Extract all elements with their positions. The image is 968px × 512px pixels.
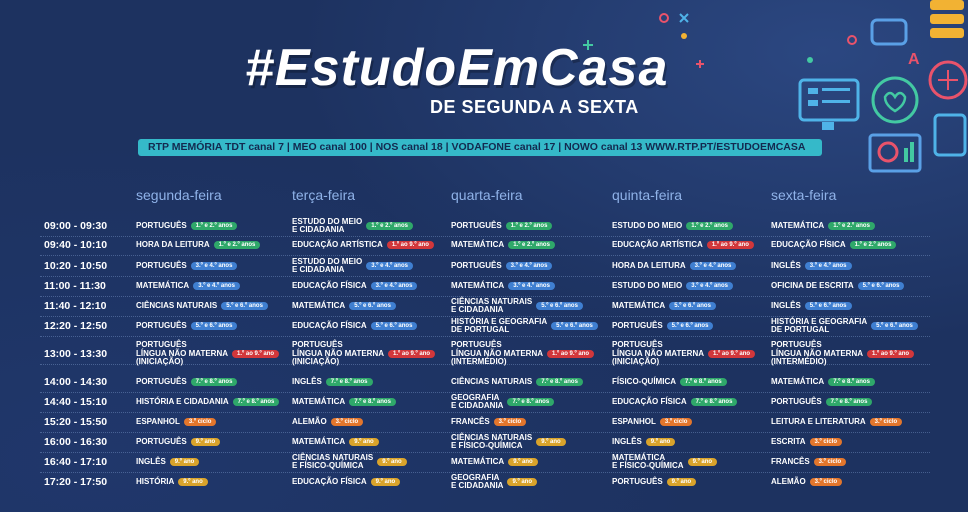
day-header-wednesday: quarta-feira: [451, 187, 523, 203]
schedule-cell: [771, 282, 904, 291]
subject-label: PORTUGUÊS: [612, 476, 663, 486]
schedule-cell: [451, 458, 538, 467]
level-badge: 9.º ano: [170, 458, 200, 466]
subject-label: CIÊNCIAS NATURAIS: [451, 376, 533, 386]
subject-label: FRANCÊS: [771, 456, 810, 466]
subject-label: PORTUGUÊS: [451, 220, 502, 230]
schedule-cell: [612, 322, 713, 331]
schedule-cell: [612, 341, 755, 367]
level-badge: 5.º e 6.º anos: [667, 322, 714, 330]
schedule-cell: [292, 454, 407, 471]
time-slot: 12:20 - 12:50: [44, 320, 108, 332]
page-title: #EstudoEmCasa: [245, 39, 669, 97]
schedule-cell: [136, 222, 237, 231]
time-slot: 16:00 - 16:30: [44, 436, 108, 448]
level-badge: 5.º e 6.º anos: [858, 282, 905, 290]
time-slot: 11:00 - 11:30: [44, 280, 106, 292]
subject-label: FÍSICO-QUÍMICA: [612, 376, 676, 386]
subject-label: OFICINA DE ESCRITA: [771, 280, 854, 290]
subject-label: EDUCAÇÃO ARTÍSTICA: [292, 239, 383, 249]
schedule-cell: [771, 318, 918, 335]
subject-label: EDUCAÇÃO FÍSICA: [292, 476, 367, 486]
heart-icon: [873, 78, 917, 122]
subject-label: ESTUDO DO MEIO: [612, 280, 683, 290]
schedule-cell: [771, 222, 875, 231]
subject-label: PORTUGUÊS: [451, 260, 502, 270]
schedule-cell: [451, 222, 552, 231]
subject-label: EDUCAÇÃO ARTÍSTICA: [612, 239, 703, 249]
time-slot: 11:40 - 12:10: [44, 300, 107, 312]
schedule-cell: [612, 222, 733, 231]
row-divider: [40, 255, 930, 256]
subject-label: PORTUGUÊS: [612, 320, 663, 330]
schedule-cell: [451, 418, 526, 427]
schedule-cell: [451, 282, 555, 291]
level-badge: 1.º ao 9.º ano: [708, 350, 755, 358]
schedule-cell: [292, 241, 434, 250]
level-badge: 1.º ao 9.º ano: [232, 350, 279, 358]
subject-label: EDUCAÇÃO FÍSICA: [292, 320, 367, 330]
schedule-cell: [451, 474, 537, 491]
level-badge: 1.º ao 9.º ano: [867, 350, 914, 358]
level-badge: 5.º e 6.º anos: [191, 322, 238, 330]
day-header-thursday: quinta-feira: [612, 187, 683, 203]
level-badge: 7.º e 8.º anos: [680, 378, 727, 386]
schedule-cell: [136, 341, 279, 367]
subject-label: CIÊNCIAS NATURAIS E FÍSICO-QUÍMICA: [292, 452, 374, 470]
level-badge: 1.º e 2.º anos: [191, 222, 238, 230]
subject-label: MATEMÁTICA: [451, 456, 505, 466]
level-badge: 3.º e 4.º anos: [690, 262, 737, 270]
schedule-cell: [771, 418, 902, 427]
level-badge: 9.º ano: [377, 458, 407, 466]
subject-label: EDUCAÇÃO FÍSICA: [612, 396, 687, 406]
schedule-cell: [292, 418, 363, 427]
day-header-monday: segunda-feira: [136, 187, 222, 203]
level-badge: 5.º e 6.º anos: [871, 322, 918, 330]
schedule-cell: [612, 478, 696, 487]
schedule-cell: [292, 378, 373, 387]
subject-label: MATEMÁTICA: [292, 436, 346, 446]
level-badge: 1.º ao 9.º ano: [387, 241, 434, 249]
schedule-cell: [612, 241, 754, 250]
level-badge: 7.º e 8.º anos: [349, 398, 396, 406]
schedule-cell: [136, 458, 199, 467]
subject-label: CIÊNCIAS NATURAIS E CIDADANIA: [451, 296, 533, 314]
subject-label: MATEMÁTICA: [292, 396, 346, 406]
schedule-cell: [451, 318, 598, 335]
subject-label: PORTUGUÊS: [771, 396, 822, 406]
schedule-cell: [451, 341, 594, 367]
chat-icon: [872, 20, 906, 44]
subject-label: FRANCÊS: [451, 416, 490, 426]
schedule-cell: [292, 478, 400, 487]
level-badge: 9.º ano: [536, 438, 566, 446]
time-slot: 16:40 - 17:10: [44, 456, 108, 468]
subject-label: MATEMÁTICA: [136, 280, 190, 290]
day-header-tuesday: terça-feira: [292, 187, 356, 203]
subject-label: PORTUGUÊS: [136, 376, 187, 386]
level-badge: 3.º e 4.º anos: [371, 282, 418, 290]
subject-label: MATEMÁTICA: [292, 300, 346, 310]
level-badge: 3.º ciclo: [810, 438, 843, 446]
schedule-cell: [136, 418, 216, 427]
page-subtitle: DE SEGUNDA A SEXTA: [430, 97, 639, 117]
schedule-cell: [612, 398, 737, 407]
subject-label: CIÊNCIAS NATURAIS: [136, 300, 218, 310]
subject-label: MATEMÁTICA: [451, 280, 505, 290]
schedule-cell: [771, 458, 846, 467]
schedule-cell: [292, 302, 396, 311]
schedule-cell: [771, 478, 842, 487]
schedule-cell: [451, 378, 583, 387]
subject-label: HORA DA LEITURA: [136, 239, 210, 249]
schedule-cell: [136, 282, 240, 291]
time-slot: 14:40 - 15:10: [44, 396, 108, 408]
stack-icon: [930, 0, 964, 10]
subject-label: CIÊNCIAS NATURAIS E FÍSICO-QUÍMICA: [451, 432, 533, 450]
level-badge: 1.º e 2.º anos: [366, 222, 413, 230]
subject-label: HISTÓRIA E CIDADANIA: [136, 396, 229, 406]
schedule-cell: [292, 218, 413, 235]
schedule-cell: [771, 398, 872, 407]
subject-label: PORTUGUÊS LÍNGUA NÃO MATERNA (INICIAÇÃO): [292, 340, 384, 367]
level-badge: 1.º ao 9.º ano: [707, 241, 754, 249]
subject-label: PORTUGUÊS LÍNGUA NÃO MATERNA (INTERMÉDIO): [451, 340, 543, 367]
schedule-cell: [612, 282, 733, 291]
schedule-cell: [451, 262, 552, 271]
time-slot: 14:00 - 14:30: [44, 376, 108, 388]
level-badge: 5.º e 6.º anos: [536, 302, 583, 310]
schedule-cell: [292, 398, 396, 407]
level-badge: 9.º ano: [507, 478, 537, 486]
schedule-cell: [771, 302, 852, 311]
subject-label: ESCRITA: [771, 436, 806, 446]
schedule-cell: [136, 398, 279, 407]
level-badge: 1.º e 2.º anos: [850, 241, 897, 249]
level-badge: 9.º ano: [191, 438, 221, 446]
level-badge: 3.º ciclo: [810, 478, 843, 486]
level-badge: 3.º ciclo: [184, 418, 217, 426]
level-badge: 5.º e 6.º anos: [349, 302, 396, 310]
schedule-cell: [771, 241, 896, 250]
level-badge: 3.º e 4.º anos: [805, 262, 852, 270]
channel-info-bar: RTP MEMÓRIA TDT canal 7 | MEO canal 100 | NOS canal 18 | VODAFONE canal 17 | NOWO canal 13 WWW.RTP.PT/ESTUDOEMCASA: [138, 139, 822, 156]
level-badge: 3.º e 4.º anos: [366, 262, 413, 270]
schedule-cell: [771, 262, 852, 271]
schedule-cell: [292, 341, 435, 367]
subject-label: PORTUGUÊS LÍNGUA NÃO MATERNA (INICIAÇÃO): [136, 340, 228, 367]
day-header-friday: sexta-feira: [771, 187, 837, 203]
level-badge: 3.º ciclo: [660, 418, 693, 426]
level-badge: 3.º ciclo: [494, 418, 527, 426]
subject-label: ESPANHOL: [136, 416, 180, 426]
level-badge: 1.º e 2.º anos: [214, 241, 261, 249]
subject-label: EDUCAÇÃO FÍSICA: [292, 280, 367, 290]
subject-label: HISTÓRIA: [136, 476, 175, 486]
subject-label: PORTUGUÊS: [136, 320, 187, 330]
subject-label: MATEMÁTICA: [771, 220, 825, 230]
schedule-cell: [292, 282, 417, 291]
row-divider: [40, 276, 930, 277]
schedule-cell: [451, 298, 583, 315]
schedule-cell: [612, 262, 736, 271]
level-badge: 3.º e 4.º anos: [506, 262, 553, 270]
level-badge: 3.º e 4.º anos: [508, 282, 555, 290]
subject-label: MATEMÁTICA: [451, 239, 505, 249]
schedule-cell: [136, 322, 237, 331]
time-slot: 10:20 - 10:50: [44, 260, 108, 272]
subject-label: LEITURA E LITERATURA: [771, 416, 866, 426]
subject-label: ESTUDO DO MEIO E CIDADANIA: [292, 256, 363, 274]
subject-label: PORTUGUÊS: [136, 436, 187, 446]
subject-label: HISTÓRIA E GEOGRAFIA DE PORTUGAL: [771, 316, 868, 334]
schedule-cell: [451, 434, 566, 451]
level-badge: 7.º e 8.º anos: [828, 378, 875, 386]
level-badge: 1.º ao 9.º ano: [547, 350, 594, 358]
row-divider: [40, 336, 930, 337]
subject-label: MATEMÁTICA: [612, 300, 666, 310]
subject-label: INGLÊS: [612, 436, 642, 446]
level-badge: 7.º e 8.º anos: [326, 378, 373, 386]
schedule-cell: [292, 258, 413, 275]
row-divider: [40, 412, 930, 413]
schedule-cell: [136, 378, 237, 387]
level-badge: 5.º e 6.º anos: [221, 302, 268, 310]
level-badge: 9.º ano: [349, 438, 379, 446]
level-badge: 3.º e 4.º anos: [193, 282, 240, 290]
subject-label: PORTUGUÊS: [136, 220, 187, 230]
level-badge: 9.º ano: [508, 458, 538, 466]
subject-label: INGLÊS: [292, 376, 322, 386]
row-divider: [40, 452, 930, 453]
level-badge: 7.º e 8.º anos: [826, 398, 873, 406]
level-badge: 1.º ao 9.º ano: [388, 350, 435, 358]
tablet-icon: [935, 115, 965, 155]
schedule-cell: [612, 418, 692, 427]
level-badge: 1.º e 2.º anos: [508, 241, 555, 249]
time-slot: 09:40 - 10:10: [44, 239, 108, 251]
subject-label: HORA DA LEITURA: [612, 260, 686, 270]
row-divider: [40, 236, 930, 237]
schedule-cell: [612, 378, 727, 387]
level-badge: 7.º e 8.º anos: [191, 378, 238, 386]
subject-label: GEOGRAFIA E CIDADANIA: [451, 392, 504, 410]
time-slot: 09:00 - 09:30: [44, 220, 108, 232]
subject-label: MATEMÁTICA: [771, 376, 825, 386]
schedule-cell: [136, 478, 208, 487]
schedule-cell: [136, 241, 260, 250]
schedule-cell: [136, 262, 237, 271]
level-badge: 5.º e 6.º anos: [371, 322, 418, 330]
level-badge: 7.º e 8.º anos: [507, 398, 554, 406]
subject-label: ALEMÃO: [771, 476, 806, 486]
subject-label: INGLÊS: [771, 260, 801, 270]
svg-text:A: A: [908, 51, 920, 68]
level-badge: 9.º ano: [667, 478, 697, 486]
schedule-cell: [136, 302, 268, 311]
level-badge: 5.º e 6.º anos: [805, 302, 852, 310]
subject-label: EDUCAÇÃO FÍSICA: [771, 239, 846, 249]
level-badge: 3.º ciclo: [331, 418, 364, 426]
level-badge: 9.º ano: [178, 478, 208, 486]
schedule-cell: [612, 438, 675, 447]
schedule-cell: [771, 438, 842, 447]
time-slot: 13:00 - 13:30: [44, 348, 108, 360]
level-badge: 9.º ano: [646, 438, 676, 446]
schedule-cell: [612, 454, 717, 471]
level-badge: 7.º e 8.º anos: [233, 398, 280, 406]
level-badge: 5.º e 6.º anos: [551, 322, 598, 330]
subject-label: MATEMÁTICA E FÍSICO-QUÍMICA: [612, 452, 684, 470]
subject-label: PORTUGUÊS LÍNGUA NÃO MATERNA (INTERMÉDIO): [771, 340, 863, 367]
level-badge: 7.º e 8.º anos: [691, 398, 738, 406]
level-badge: 3.º ciclo: [814, 458, 847, 466]
schedule-cell: [612, 302, 716, 311]
schedule-cell: [292, 322, 417, 331]
time-slot: 17:20 - 17:50: [44, 476, 108, 488]
level-badge: 3.º e 4.º anos: [686, 282, 733, 290]
level-badge: 9.º ano: [688, 458, 718, 466]
level-badge: 7.º e 8.º anos: [536, 378, 583, 386]
schedule-cell: [451, 394, 554, 411]
time-slot: 15:20 - 15:50: [44, 416, 108, 428]
level-badge: 1.º e 2.º anos: [828, 222, 875, 230]
subject-label: INGLÊS: [136, 456, 166, 466]
schedule-cell: [771, 341, 914, 367]
subject-label: ESTUDO DO MEIO E CIDADANIA: [292, 216, 363, 234]
subject-label: INGLÊS: [771, 300, 801, 310]
subject-label: PORTUGUÊS: [136, 260, 187, 270]
level-badge: 1.º e 2.º anos: [506, 222, 553, 230]
schedule-cell: [292, 438, 379, 447]
level-badge: 1.º e 2.º anos: [686, 222, 733, 230]
subject-label: ALEMÃO: [292, 416, 327, 426]
subject-label: HISTÓRIA E GEOGRAFIA DE PORTUGAL: [451, 316, 548, 334]
schedule-cell: [451, 241, 555, 250]
subject-label: ESPANHOL: [612, 416, 656, 426]
subject-label: GEOGRAFIA E CIDADANIA: [451, 472, 504, 490]
level-badge: 5.º e 6.º anos: [669, 302, 716, 310]
subject-label: ESTUDO DO MEIO: [612, 220, 683, 230]
schedule-cell: [136, 438, 220, 447]
schedule-cell: [771, 378, 875, 387]
subject-label: PORTUGUÊS LÍNGUA NÃO MATERNA (INICIAÇÃO): [612, 340, 704, 367]
level-badge: 3.º ciclo: [870, 418, 903, 426]
level-badge: 3.º e 4.º anos: [191, 262, 238, 270]
level-badge: 9.º ano: [371, 478, 401, 486]
